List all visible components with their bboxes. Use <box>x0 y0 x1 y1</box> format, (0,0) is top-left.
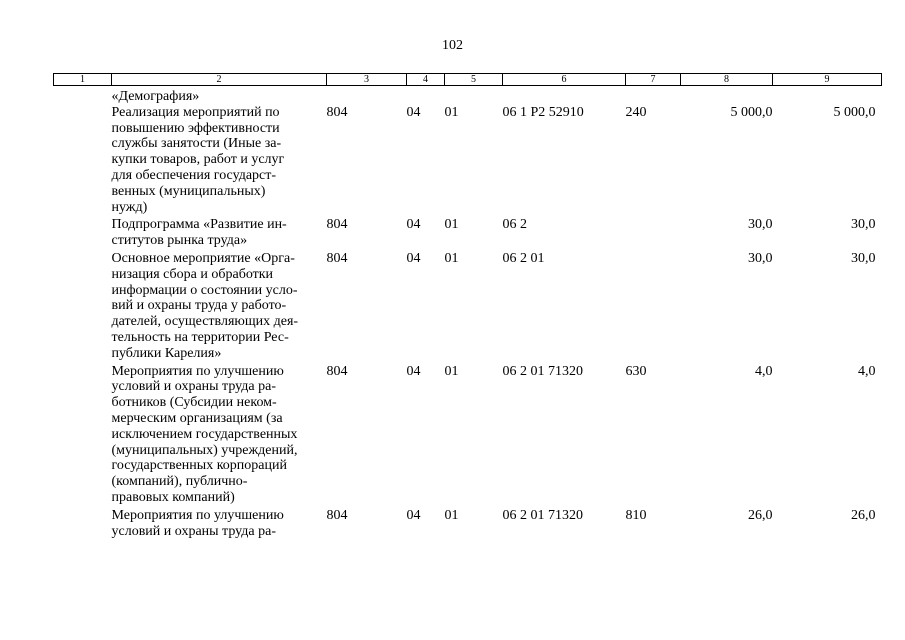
cell-col1 <box>54 362 112 506</box>
cell-expense-type <box>626 249 681 362</box>
cell-col1 <box>54 249 112 362</box>
table-row <box>54 249 882 362</box>
cell-name-line: Мероприятия по улучшению <box>111 363 284 379</box>
cell-subsection: 01 <box>444 250 459 266</box>
cell-subsection: 01 <box>444 217 459 233</box>
header-cell: 4 <box>407 74 445 86</box>
cell-name-line: исключением государственных <box>111 426 298 442</box>
cell-subsection: 01 <box>444 104 459 120</box>
cell-target: 06 2 01 <box>502 250 545 266</box>
cell-name <box>112 249 327 362</box>
cell-expense-type <box>626 215 681 249</box>
cell-sum-col8: 4,0 <box>755 363 773 379</box>
header-row <box>54 74 882 86</box>
cell-name-line: мерческим организациям (за <box>111 410 283 426</box>
cell-sum-col8: 26,0 <box>748 507 773 523</box>
cell-section: 04 <box>406 507 421 523</box>
cell-sum-col9: 30,0 <box>851 250 876 266</box>
cell-name-line: службы занятости (Иные за- <box>111 136 282 152</box>
cell-target: 06 1 Р2 52910 <box>502 104 584 120</box>
cell-name-line: публики Карелия» <box>111 345 222 361</box>
cell-name-line: информации о состоянии усло- <box>111 282 298 298</box>
cell-col1 <box>54 506 112 540</box>
cell-name-line: нужд) <box>111 199 148 215</box>
cell-name <box>112 105 327 216</box>
continuation-row <box>54 86 882 105</box>
cell-sum-col8: 5 000,0 <box>730 104 773 120</box>
cell-ministry: 804 <box>326 104 348 120</box>
cell-col1 <box>54 215 112 249</box>
cell-target: 06 2 01 71320 <box>502 507 583 523</box>
cell-target: 06 2 <box>502 217 527 233</box>
cell-ministry: 804 <box>326 217 348 233</box>
cell-name-line: государственных корпораций <box>111 458 287 474</box>
cell-name-line: ботников (Субсидии неком- <box>111 395 277 411</box>
cell-name-line: (муниципальных) учреждений, <box>111 442 298 458</box>
header-cell: 6 <box>503 74 626 86</box>
page-number: 102 <box>442 38 463 53</box>
cell-ministry: 804 <box>326 363 348 379</box>
cell-name <box>112 215 327 249</box>
cell-ministry: 804 <box>326 507 348 523</box>
cell-name-line: Реализация мероприятий по <box>111 104 280 120</box>
header-cell: 2 <box>112 74 327 86</box>
cell-sum-col9: 26,0 <box>851 507 876 523</box>
cell-expense-type: 630 <box>625 363 647 379</box>
cell-col1 <box>54 105 112 216</box>
cell-name-line: Мероприятия по улучшению <box>111 507 284 523</box>
cell-name-line: ститутов рынка труда» <box>111 233 248 249</box>
table-row <box>54 362 882 506</box>
cell-name-line: для обеспечения государст- <box>111 167 277 183</box>
header-cell: 9 <box>773 74 882 86</box>
cell-name-line: вий и охраны труда у работо- <box>111 298 287 314</box>
table-header <box>54 74 882 86</box>
cell-name-line: (компаний), публично- <box>111 474 248 490</box>
budget-table <box>53 73 882 539</box>
cell-name-line: повышению эффективности <box>111 120 280 136</box>
cell-name-line: дателей, осуществляющих дея- <box>111 314 299 330</box>
cell-sum-col9: 5 000,0 <box>833 104 876 120</box>
header-cell: 3 <box>327 74 407 86</box>
cell-name <box>112 362 327 506</box>
continuation-text: «Демография» <box>111 89 200 104</box>
cell-target: 06 2 01 71320 <box>502 363 583 379</box>
header-cell: 1 <box>54 74 112 86</box>
header-cell: 7 <box>626 74 681 86</box>
table-row <box>54 215 882 249</box>
cell-name-line: условий и охраны труда ра- <box>111 523 276 539</box>
cell-expense-type: 240 <box>625 104 647 120</box>
cell-subsection: 01 <box>444 363 459 379</box>
cell-name-line: тельность на территории Рес- <box>111 329 289 345</box>
cell-subsection: 01 <box>444 507 459 523</box>
cell-sum-col8: 30,0 <box>748 250 773 266</box>
cell-sum-col9: 30,0 <box>851 217 876 233</box>
cell-ministry: 804 <box>326 250 348 266</box>
header-cell: 5 <box>445 74 503 86</box>
cell-sum-col9: 4,0 <box>858 363 876 379</box>
cell-section: 04 <box>406 363 421 379</box>
cell-name-line: низация сбора и обработки <box>111 266 274 282</box>
cell-expense-type: 810 <box>625 507 647 523</box>
table-row <box>54 506 882 540</box>
cell-name-line: купки товаров, работ и услуг <box>111 152 285 168</box>
cell-name-line: венных (муниципальных) <box>111 183 266 199</box>
cell-sum-col8: 30,0 <box>748 217 773 233</box>
cell-section: 04 <box>406 217 421 233</box>
table-body <box>54 86 882 540</box>
cell-name-line: правовых компаний) <box>111 489 235 505</box>
cell-name <box>112 506 327 540</box>
table-row <box>54 105 882 216</box>
cell-name-line: Основное мероприятие «Орга- <box>111 250 295 266</box>
cell-name-line: условий и охраны труда ра- <box>111 379 276 395</box>
cell-section: 04 <box>406 104 421 120</box>
cell-section: 04 <box>406 250 421 266</box>
header-cell: 8 <box>681 74 773 86</box>
cell-name-line: Подпрограмма «Развитие ин- <box>111 217 287 233</box>
